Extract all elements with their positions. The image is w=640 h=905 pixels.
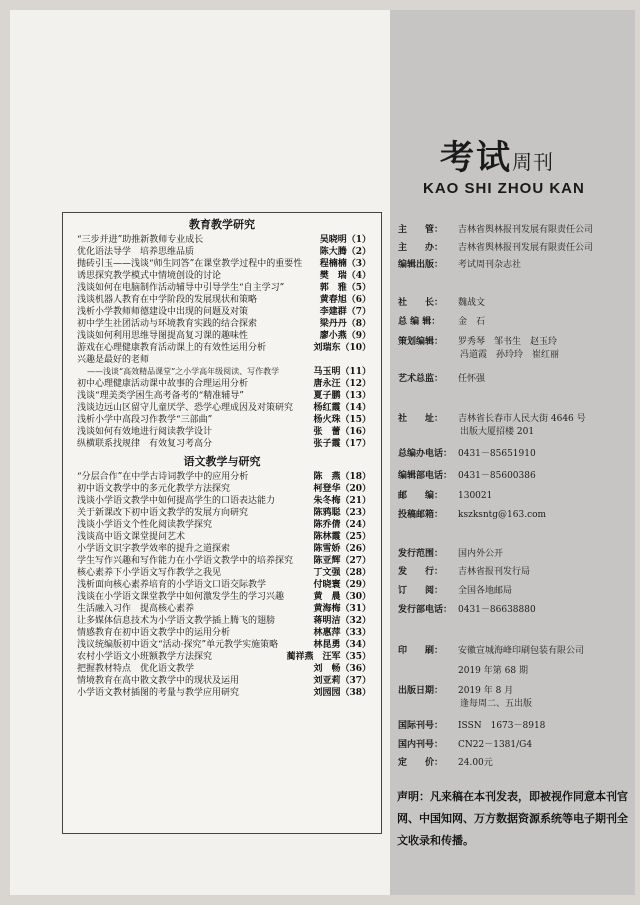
- publication-info-value-continued: 出版大厦招楼 201: [460, 427, 535, 437]
- publication-info-row: [398, 755, 493, 768]
- publication-info-row: [398, 643, 584, 656]
- toc-entry-title: 浅谈如何利用思维导图提高复习课的趣味性: [77, 331, 249, 341]
- toc-entry: [63, 258, 381, 270]
- publication-info-value: 考试周刊杂志社: [458, 260, 522, 270]
- toc-entry-author-page: 刘园园（38）: [313, 688, 371, 698]
- publication-info-value: 安徽宣城海峰印刷包装有限公司: [458, 646, 585, 656]
- publication-info-label: 印 刷：: [398, 646, 444, 656]
- publication-info-value: 0431－86638880: [458, 605, 536, 615]
- toc-entry: [63, 483, 381, 495]
- publication-info-value: 吉林省长春市人民大街 4646 号: [458, 414, 586, 424]
- publication-info-label: 主 办：: [398, 243, 444, 253]
- publication-info-row: [398, 240, 593, 253]
- publication-info-value: 任怀强: [458, 374, 486, 384]
- table-of-contents: [62, 212, 382, 834]
- toc-entry-title: 关于新课改下初中语文教学的发展方向研究: [77, 508, 249, 518]
- toc-entry: [63, 330, 381, 342]
- publication-info-row: [398, 222, 593, 235]
- publication-info-label: 艺术总监：: [398, 374, 444, 384]
- publication-info-row: [398, 507, 546, 520]
- publication-info-row: [398, 583, 512, 596]
- toc-entry: [63, 234, 381, 246]
- toc-entry-title: 情境教育在高中散文教学中的现状及运用: [77, 676, 240, 686]
- publication-info-value: 2019 年第 68 期: [458, 666, 528, 676]
- toc-entry-title: 初中心理健康活动课中故事的合理运用分析: [77, 379, 249, 389]
- publication-info-label: 订 阅：: [398, 586, 444, 596]
- toc-entry-author-page: 杨红霞（14）: [313, 403, 371, 413]
- toc-entry: [63, 627, 381, 639]
- toc-entry: [63, 306, 381, 318]
- toc-entry: [63, 495, 381, 507]
- toc-entry-author-page: 马玉明（11）: [313, 367, 371, 377]
- publication-info-value: 吉林省舆林报刊发展有限责任公司: [458, 225, 594, 235]
- toc-entry-author-page: 陈 燕（18）: [313, 472, 371, 482]
- magazine-title-suffix: 周刊: [512, 150, 554, 174]
- toc-entry-title: 农村小学语文小班额教学方法探究: [77, 652, 213, 662]
- publication-info-value: 2019 年 8 月: [458, 686, 514, 696]
- toc-entry-author-page: 黄春旭（6）: [319, 295, 371, 305]
- toc-entry-author-page: 蔺祥燕 汪军（35）: [286, 652, 371, 662]
- toc-entry: [63, 318, 381, 330]
- toc-entry-title: 浅谈在小学语文课堂教学中如何激发学生的学习兴趣: [77, 592, 285, 602]
- toc-entry: [63, 543, 381, 555]
- copyright-notice: 声明：凡来稿在本刊发表，即被视作同意本刊官网、中国知网、万方数据资源系统等电子期刊全文收录和传播。: [397, 790, 628, 847]
- toc-entry-title: 浅析面向核心素养培育的小学语文口语交际教学: [77, 580, 267, 590]
- toc-entry: [63, 354, 381, 378]
- toc-entry: [63, 390, 381, 402]
- toc-entry-author-page: 陈亚辉（27）: [313, 556, 371, 566]
- toc-entry: [63, 615, 381, 627]
- toc-entry: [63, 414, 381, 426]
- toc-entry: [63, 402, 381, 414]
- toc-entry-title: 生活融入习作 提高核心素养: [77, 604, 195, 614]
- toc-entry-title: 浅谈机器人教育在中学阶段的发展现状和策略: [77, 295, 258, 305]
- toc-entry-author-page: 吴晓明（1）: [319, 235, 371, 245]
- publication-info-value: CN22－1381/G4: [458, 740, 533, 750]
- toc-section-education: [63, 216, 381, 450]
- publication-info-label: 编辑部电话：: [398, 471, 453, 481]
- publication-info-value: kszksntg@163.com: [458, 510, 547, 520]
- publication-info-value-continued: 冯道霞 孙玲玲 崔红丽: [460, 350, 560, 360]
- publication-info-label: 编辑出版：: [398, 260, 444, 270]
- toc-entry-author-page: 陈鸦聪（23）: [313, 508, 371, 518]
- publication-info-label: 出版日期：: [398, 686, 444, 696]
- toc-entry: [63, 246, 381, 258]
- toc-entry: [63, 603, 381, 615]
- publication-info-row: [398, 334, 559, 360]
- publication-info-row: [398, 683, 532, 709]
- toc-entry-title: 核心素养下小学语文写作教学之我见: [77, 568, 222, 578]
- toc-entry: [63, 531, 381, 543]
- toc-entry-author-page: 丁文强（28）: [313, 568, 371, 578]
- publication-info-label: 定 价：: [398, 758, 444, 768]
- toc-entry: [63, 507, 381, 519]
- toc-entry-title: 初中学生社团活动与环境教育实践的结合探索: [77, 319, 258, 329]
- publication-info-row: [398, 295, 485, 308]
- publication-info-label: 主 管：: [398, 225, 444, 235]
- toc-entry-title: 初中语文教学中的多元化教学方法探究: [77, 484, 231, 494]
- publication-info-label: 发行部电话：: [398, 605, 453, 615]
- toc-entry: [63, 675, 381, 687]
- toc-entry-author-page: 黄 晨（30）: [313, 592, 371, 602]
- toc-entry: [63, 591, 381, 603]
- publication-info-value: 吉林省报刊发行局: [458, 567, 531, 577]
- magazine-title: [440, 130, 554, 179]
- toc-entry-author-page: 郭 雅（5）: [319, 283, 371, 293]
- toc-entry-author-page: 付晓寰（29）: [313, 580, 371, 590]
- toc-entry-author-page: 李建群（7）: [319, 307, 371, 317]
- toc-entry-author-page: 张子霞（17）: [313, 439, 371, 449]
- toc-entry-title: 纵横联系找规律 有效复习考高分: [77, 439, 213, 449]
- publication-info-row: [398, 737, 532, 750]
- publication-info-value: 全国各地邮局: [458, 586, 513, 596]
- toc-entry-title: 小学语文识字教学效率的提升之道探索: [77, 544, 231, 554]
- toc-entry-subtitle: ——浅谈“高效精品课堂”之小学高年级阅读、写作教学: [87, 367, 280, 376]
- show-through-text: [100, 115, 145, 205]
- publication-info-label: 发行范围：: [398, 549, 444, 559]
- toc-entry-title: 游戏在心理健康教育活动课上的有效性运用分析: [77, 343, 267, 353]
- toc-entry-title: “分层合作”在中学古诗词教学中的应用分析: [77, 472, 249, 482]
- publication-info-label: 国内刊号：: [398, 740, 444, 750]
- publication-info-row: [398, 564, 530, 577]
- publication-info-label: 总 编 辑：: [398, 317, 441, 327]
- publication-info-row: [398, 546, 503, 559]
- toc-entry-author-page: 陈雪娇（26）: [313, 544, 371, 554]
- publication-info-value: 罗秀琴 邹书生 赵玉玲: [458, 337, 558, 347]
- toc-entry-title: 学生写作兴趣和写作能力在小学语文教学中的培养探究: [77, 556, 294, 566]
- toc-entry: [63, 519, 381, 531]
- publication-info-label: 社 址：: [398, 414, 444, 424]
- toc-list: [63, 234, 381, 450]
- publication-info-value: 金 石: [458, 317, 486, 327]
- toc-entry: [63, 270, 381, 282]
- publication-info-label: 策划编辑：: [398, 337, 444, 347]
- publication-info-label: 发 行：: [398, 567, 444, 577]
- publication-info-row: [398, 663, 528, 676]
- toc-entry: [63, 471, 381, 483]
- toc-entry-author-page: 夏子鹏（13）: [313, 391, 371, 401]
- publication-info-label: 邮 编：: [398, 491, 444, 501]
- toc-entry-author-page: 陈林霞（25）: [313, 532, 371, 542]
- toc-section-heading: 语文教学与研究: [183, 455, 261, 468]
- publication-info-row: [398, 488, 492, 501]
- publication-info-row: [398, 257, 521, 270]
- toc-entry-title: 情感教育在初中语文教学中的运用分析: [77, 628, 231, 638]
- toc-entry: [63, 579, 381, 591]
- toc-entry-title: 浅析小学教师师德建设中出现的问题及对策: [77, 307, 249, 317]
- toc-entry-author-page: 刘亚莉（37）: [313, 676, 371, 686]
- publication-info-row: [398, 602, 536, 615]
- publication-info-row: [398, 411, 586, 437]
- toc-entry-title: 浅谈“理美类学困生高考备考的“精准辅导”: [77, 391, 244, 401]
- toc-entry-author-page: 柯登华（20）: [313, 484, 371, 494]
- publication-info-value: 0431－85600386: [458, 471, 536, 481]
- toc-entry-author-page: 唐永汪（12）: [313, 379, 371, 389]
- toc-entry-title: 浅谈如何有效地进行阅读教学设计: [77, 427, 213, 437]
- publication-info-label: 总编办电话：: [398, 449, 453, 459]
- toc-entry-author-page: 林惠萍（33）: [313, 628, 371, 638]
- toc-entry: [63, 282, 381, 294]
- toc-entry: [63, 378, 381, 390]
- toc-entry-title: 浅谈如何在电脑制作活动辅导中引导学生“自主学习”: [77, 283, 285, 293]
- toc-entry-title: 浅析小学中高段习作教学“三部曲”: [77, 415, 213, 425]
- publication-info-value: 国内外公开: [458, 549, 504, 559]
- toc-entry-author-page: 林昆勇（34）: [313, 640, 371, 650]
- toc-entry: [63, 342, 381, 354]
- publication-info-label: 投稿邮箱：: [398, 510, 444, 520]
- toc-entry-author-page: 廖小燕（9）: [319, 331, 371, 341]
- toc-section-chinese: [63, 453, 381, 699]
- toc-entry-title: 把握教材特点 优化语文教学: [77, 664, 195, 674]
- toc-entry: [63, 294, 381, 306]
- toc-entry-title: 浅谈小学语文教学中如何提高学生的口语表达能力: [77, 496, 276, 506]
- toc-entry: [63, 555, 381, 567]
- toc-entry-author-page: 程楠楠（3）: [319, 259, 371, 269]
- toc-entry-author-page: 陈大腾（2）: [319, 247, 371, 257]
- publication-info-row: [398, 314, 485, 327]
- publication-info-value-continued: 逢每周二、五出版: [460, 699, 533, 709]
- toc-entry-author-page: 刘 畅（36）: [313, 664, 371, 674]
- toc-entry: [63, 426, 381, 438]
- toc-entry-title: 浅谈高中语文课堂提问艺术: [77, 532, 186, 542]
- toc-entry-title: 优化语法导学 培养思维品质: [77, 247, 195, 257]
- publication-info-row: [398, 371, 485, 384]
- toc-entry-author-page: 蒋明洁（32）: [313, 616, 371, 626]
- toc-entry-author-page: 朱冬梅（21）: [313, 496, 371, 506]
- toc-entry: [63, 663, 381, 675]
- publication-info-value: ISSN 1673－8918: [458, 721, 546, 731]
- publication-info-row: [398, 718, 545, 731]
- toc-section-heading: 教育教学研究: [189, 218, 255, 231]
- toc-entry: [63, 567, 381, 579]
- toc-entry-title: 浅议统编版初中语文“活动·探究”单元教学实施策略: [77, 640, 279, 650]
- publication-info-label: 社 长：: [398, 298, 444, 308]
- publication-info-value: 130021: [458, 491, 493, 501]
- toc-entry-title: 诱思探究教学模式中情境创设的讨论: [77, 271, 222, 281]
- publication-info-value: 0431－85651910: [458, 449, 536, 459]
- publication-info-row: [398, 468, 536, 481]
- toc-entry-title: 浅谈边远山区留守儿童厌学、恐学心理成因及对策研究: [77, 403, 294, 413]
- toc-entry-title: 兴趣是最好的老师: [77, 355, 150, 365]
- publication-info-value: 魏战文: [458, 298, 486, 308]
- toc-entry-author-page: 刘瑞东（10）: [313, 343, 371, 353]
- toc-entry-author-page: 杨火珠（15）: [313, 415, 371, 425]
- toc-entry: [63, 639, 381, 651]
- magazine-pinyin: KAO SHI ZHOU KAN: [423, 180, 585, 197]
- toc-entry: [63, 651, 381, 663]
- publication-info-value: 吉林省舆林报刊发展有限责任公司: [458, 243, 594, 253]
- publication-info-label: 国际刊号：: [398, 721, 444, 731]
- toc-entry-title: 让多媒体信息技术为小学语文教学插上腾飞的翅膀: [77, 616, 276, 626]
- toc-entry-title: 小学语文教材插图的考量与教学应用研究: [77, 688, 240, 698]
- toc-entry: [63, 438, 381, 450]
- toc-entry-author-page: 樊 瑞（4）: [319, 271, 371, 281]
- toc-entry-author-page: 张 蕾（16）: [313, 427, 371, 437]
- toc-entry-author-page: 梁丹丹（8）: [319, 319, 371, 329]
- toc-entry-author-page: 黄海梅（31）: [313, 604, 371, 614]
- toc-list: [63, 471, 381, 699]
- toc-entry-author-page: 陈乔倩（24）: [313, 520, 371, 530]
- toc-entry-title: 浅谈小学语文个性化阅读教学探究: [77, 520, 213, 530]
- magazine-title-main: 考试: [440, 138, 512, 178]
- toc-entry: [63, 687, 381, 699]
- publication-info-value: 24.00元: [458, 758, 493, 768]
- publication-info-row: [398, 446, 536, 459]
- toc-entry-title: 抛砖引玉——浅谈“师生同答”在课堂教学过程中的重要性: [77, 259, 303, 269]
- toc-entry-title: “三步并进”助推新教师专业成长: [77, 235, 204, 245]
